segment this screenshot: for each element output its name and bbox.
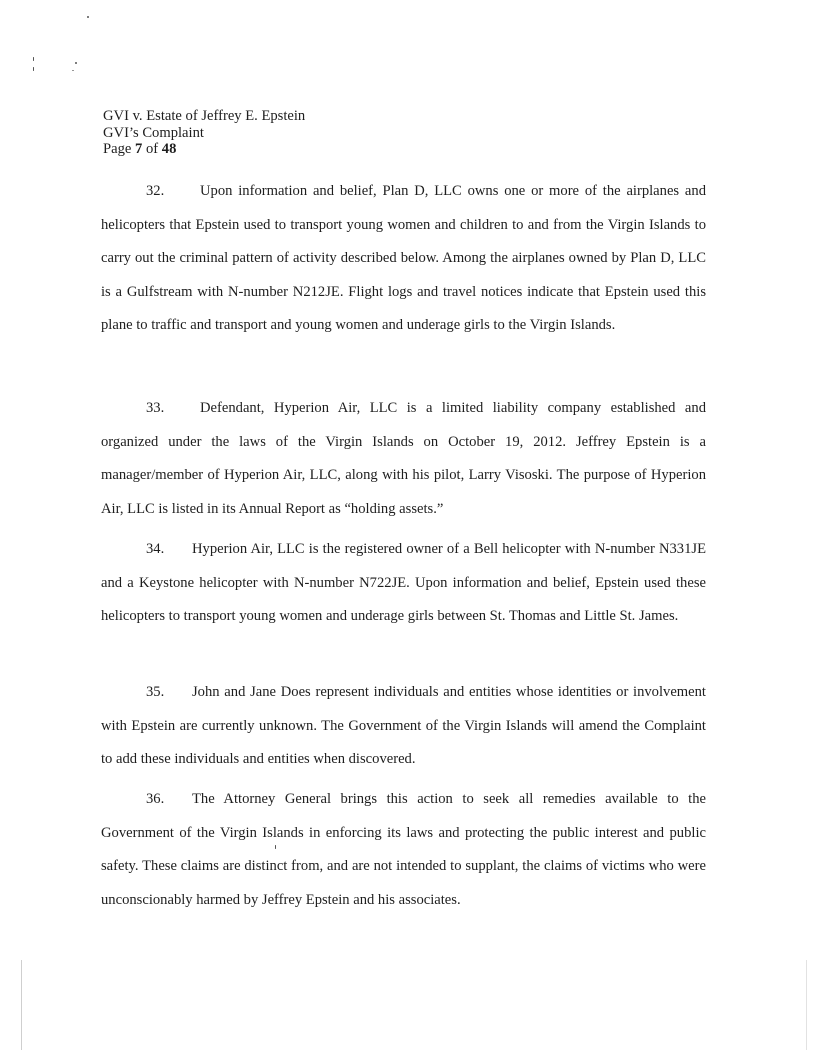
scan-speck [33,57,34,61]
scan-edge-left [21,960,22,1050]
page-header [103,108,305,158]
paragraph-number: 34. [146,541,165,557]
page-current: 7 [135,141,143,157]
paragraph-32 [101,175,706,343]
scan-speck [72,70,74,71]
paragraph-36 [101,783,706,917]
paragraph-text: Upon information and belief, Plan D, LLC owns one or more of the airplanes and helicopters that Epstein used to transport young women and children to and from the Virgin Islands to carry out the criminal pattern of activity described below. Among the airplanes owned by Plan D, LLC is a Gulfstream with N-number N212JE. Flight logs and travel notices indicate that Epstein used this plane to traffic and transport and young women and underage girls to the Virgin Islands. [101,183,706,334]
paragraph-text: Hyperion Air, LLC is the registered owner of a Bell helicopter with N-number N331JE and a Keystone helicopter with N-number N722JE. Upon information and belief, Epstein used these helicopters to transport young women and underage girls between St. Thomas and Little St. James. [101,541,706,625]
paragraph-number: 35. [146,684,165,700]
page-prefix: Page [103,141,136,157]
paragraph-number: 36. [146,791,165,807]
scan-speck [75,62,77,64]
paragraph-number: 32. [146,183,165,199]
page-total: 48 [161,141,177,157]
document-title: GVI’s Complaint [103,124,204,141]
scan-edge-right [806,960,807,1050]
paragraph-34 [101,533,706,634]
page-of: of [142,141,162,157]
paragraph-33 [101,392,706,526]
paragraph-text: The Attorney General brings this action to seek all remedies available to the Government of the Virgin Islands in enforcing its laws and protecting the public interest and public safety. These claims are distinct from, and are not intended to supplant, the claims of victims who were unconscionably harmed by Jeffrey Epstein and his associates. [101,791,706,908]
page-number [103,141,305,158]
paragraph-number: 33. [146,400,165,416]
case-title: GVI v. Estate of Jeffrey E. Epstein [103,108,306,124]
scan-speck [87,16,89,18]
paragraph-35 [101,676,706,777]
scan-speck [33,67,34,71]
paragraph-text: Defendant, Hyperion Air, LLC is a limited liability company established and organized under the laws of the Virgin Islands on October 19, 2012. Jeffrey Epstein is a manager/member of Hyperion Air, LLC, along with his pilot, Larry Visoski. The purpose of Hyperion Air, LLC is listed in its Annual Report as “holding assets.” [101,400,706,517]
paragraph-text: John and Jane Does represent individuals and entities whose identities or involvement with Epstein are currently unknown. The Government of the Virgin Islands will amend the Complaint to add these individuals and entities when discovered. [101,684,706,768]
